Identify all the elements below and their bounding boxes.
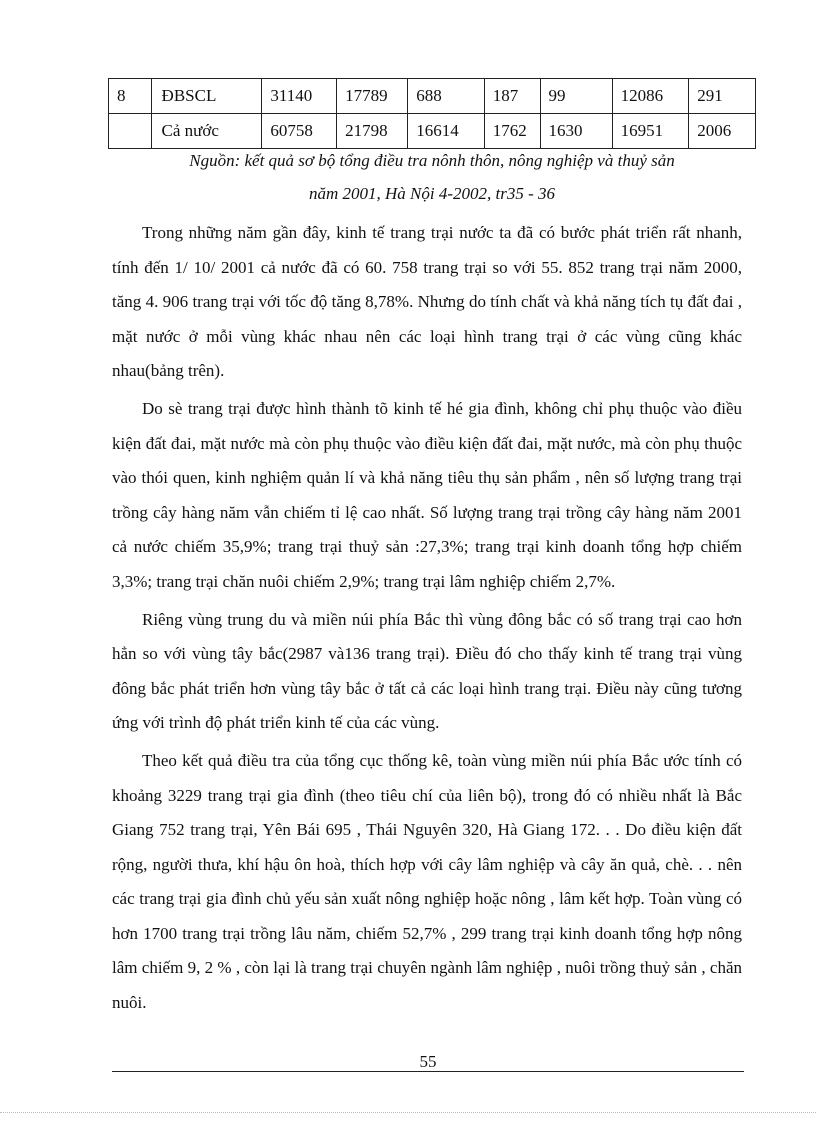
paragraph: Theo kết quả điều tra của tổng cục thống kê, toàn vùng miền núi phía Bắc ước tính có khoảng 3229 trang trại gia đình (theo tiêu chí của liên bộ), trong đó có nhiều nhất là Bắc Giang 752 trang trại, Yên Bái 695 , Thái Nguyên 320, Hà Giang 172. . . Do điều kiện đất rộng, người thưa, khí hậu ôn hoà, thích hợp với cây lâm nghiệp và cây ăn quả, chè. . . nên các trang trại gia đình chủ yếu sản xuất nông nghiệp hoặc nông , lâm kết hợp. Toàn vùng có hơn 1700 trang trại trồng lâu năm, chiếm 52,7% , 299 trang trại kinh doanh tổng hợp nông lâm chiếm 9, 2 % , còn lại là trang trại chuyên ngành lâm nghiệp , nuôi trồng thuỷ sản , chăn nuôi. [112,750,742,1013]
table-cell: 2006 [689,114,756,149]
table-cell: Cả nước [151,114,262,149]
table-cell: 16614 [408,114,485,149]
table-row [109,79,756,114]
table-cell: 1762 [484,114,540,149]
table-cell: ĐBSCL [151,79,262,114]
paragraph: Trong những năm gần đây, kinh tế trang trại nước ta đã có bước phát triển rất nhanh, tính đến 1/ 10/ 2001 cả nước đã có 60. 758 trang trại so với 55. 852 trang trại năm 2000, tăng 4. 906 trang trại với tốc độ tăng 8,78%. Nhưng do tính chất và khả năng tích tụ đất đai , mặt nước ở mỗi vùng khác nhau nên các loại hình trang trại ở các vùng cũng khác nhau(bảng trên). [112,223,742,381]
table-row [109,114,756,149]
table-cell: 187 [484,79,540,114]
table-cell: 99 [540,79,612,114]
source-note-line-1: Nguồn: kết quả sơ bộ tổng điều tra nônh thôn, nông nghiệp và thuỷ sản [189,151,675,170]
table-cell: 17789 [337,79,408,114]
table-cell: 12086 [612,79,689,114]
table-cell: 688 [408,79,485,114]
body-text [112,216,742,1021]
page-bottom-border [0,1112,816,1113]
table-cell: 16951 [612,114,689,149]
footer-rule [112,1071,744,1072]
farm-statistics-table [108,78,756,149]
table-cell: 21798 [337,114,408,149]
table-cell: 291 [689,79,756,114]
table-cell: 60758 [262,114,337,149]
page-number: 55 [419,1052,437,1071]
paragraph: Riêng vùng trung du và miền núi phía Bắc thì vùng đông bắc có số trang trại cao hơn hẳn so với vùng tây bắc(2987 và136 trang trại). Điều đó cho thấy kinh tế trang trại vùng đông bắc phát triển hơn vùng tây bắc ở tất cả các loại hình trang trại. Điều này cũng tương ứng với trình độ phát triển kinh tế của các vùng. [112,609,742,733]
table-cell: 8 [109,79,152,114]
source-note-line-2: năm 2001, Hà Nội 4-2002, tr35 - 36 [308,184,556,203]
paragraph: Do sè trang trại được hình thành tõ kinh tế hé gia đình, không chỉ phụ thuộc vào điều kiện đất đai, mặt nước mà còn phụ thuộc vào điều kiện đất đai, mặt nước, mà còn phụ thuộc vào thói quen, kinh nghiệm quản lí và khả năng tiêu thụ sản phẩm , nên số lượng trang trại trồng cây hàng năm vẫn chiếm tỉ lệ cao nhất. Số lượng trang trại trồng cây hàng năm 2001 cả nước chiếm 35,9%; trang trại thuỷ sản :27,3%; trang trại kinh doanh tổng hợp chiếm 3,3%; trang trại chăn nuôi chiếm 2,9%; trang trại lâm nghiệp chiếm 2,7%. [112,398,742,591]
table-cell: 1630 [540,114,612,149]
table-cell [109,114,152,149]
table-cell: 31140 [262,79,337,114]
